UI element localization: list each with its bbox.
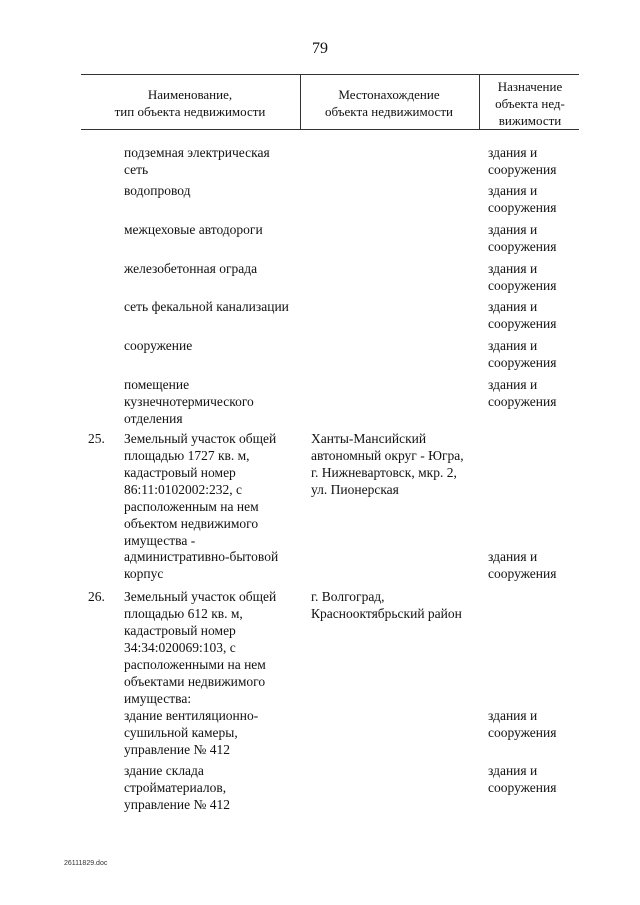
column-separator [479, 74, 480, 130]
object-name: межцеховые автодороги [124, 222, 263, 237]
document-filename: 26111829.doc [64, 860, 108, 867]
object-name: сеть фекальной канализации [124, 299, 289, 314]
object-name: подземная электрическая сеть [124, 145, 270, 177]
object-name: административно-бытовой корпус [124, 549, 279, 581]
page-number: 79 [312, 40, 328, 57]
object-name: здание склада стройматериалов, управление № 412 [124, 763, 230, 812]
object-purpose: здания и сооружения [488, 183, 557, 215]
object-name: водопровод [124, 183, 191, 198]
object-name: железобетонная ограда [124, 261, 258, 276]
object-purpose: здания и сооружения [488, 338, 557, 370]
object-location: Ханты-Мансийский автономный округ - Югра, г. Нижневартовск, мкр. 2, ул. Пионерская [311, 431, 464, 497]
object-purpose: здания и сооружения [488, 145, 557, 177]
table-header-top-rule [81, 74, 579, 75]
object-location: г. Волгоград, Краснооктябрьский район [311, 589, 462, 621]
header-name-column: Наименование, тип объекта недвижимости [114, 87, 266, 119]
header-location-column: Местонахождение объекта недвижимости [325, 87, 453, 119]
header-purpose-column: Назначение объекта нед- вижимости [495, 79, 565, 128]
row-number: 25. [88, 431, 105, 446]
object-purpose: здания и сооружения [488, 708, 557, 740]
object-purpose: здания и сооружения [488, 549, 557, 581]
table-header-bottom-rule [81, 129, 579, 130]
object-purpose: здания и сооружения [488, 299, 557, 331]
object-name: сооружение [124, 338, 193, 353]
object-purpose: здания и сооружения [488, 763, 557, 795]
object-name: помещение кузнечнотермического отделения [124, 377, 254, 426]
object-purpose: здания и сооружения [488, 377, 557, 409]
object-purpose: здания и сооружения [488, 261, 557, 293]
object-name: Земельный участок общей площадью 1727 кв. м, кадастровый номер 86:11:0102002:232, с расположенным на нем объектом недвижимого имущества - [124, 431, 277, 548]
object-purpose: здания и сооружения [488, 222, 557, 254]
row-number: 26. [88, 589, 105, 604]
object-name: Земельный участок общей площадью 612 кв. м, кадастровый номер 34:34:020069:103, с расположенными на нем объектами недвижимого имущества: [124, 589, 277, 706]
object-name: здание вентиляционно- сушильной камеры, управление № 412 [124, 708, 259, 757]
